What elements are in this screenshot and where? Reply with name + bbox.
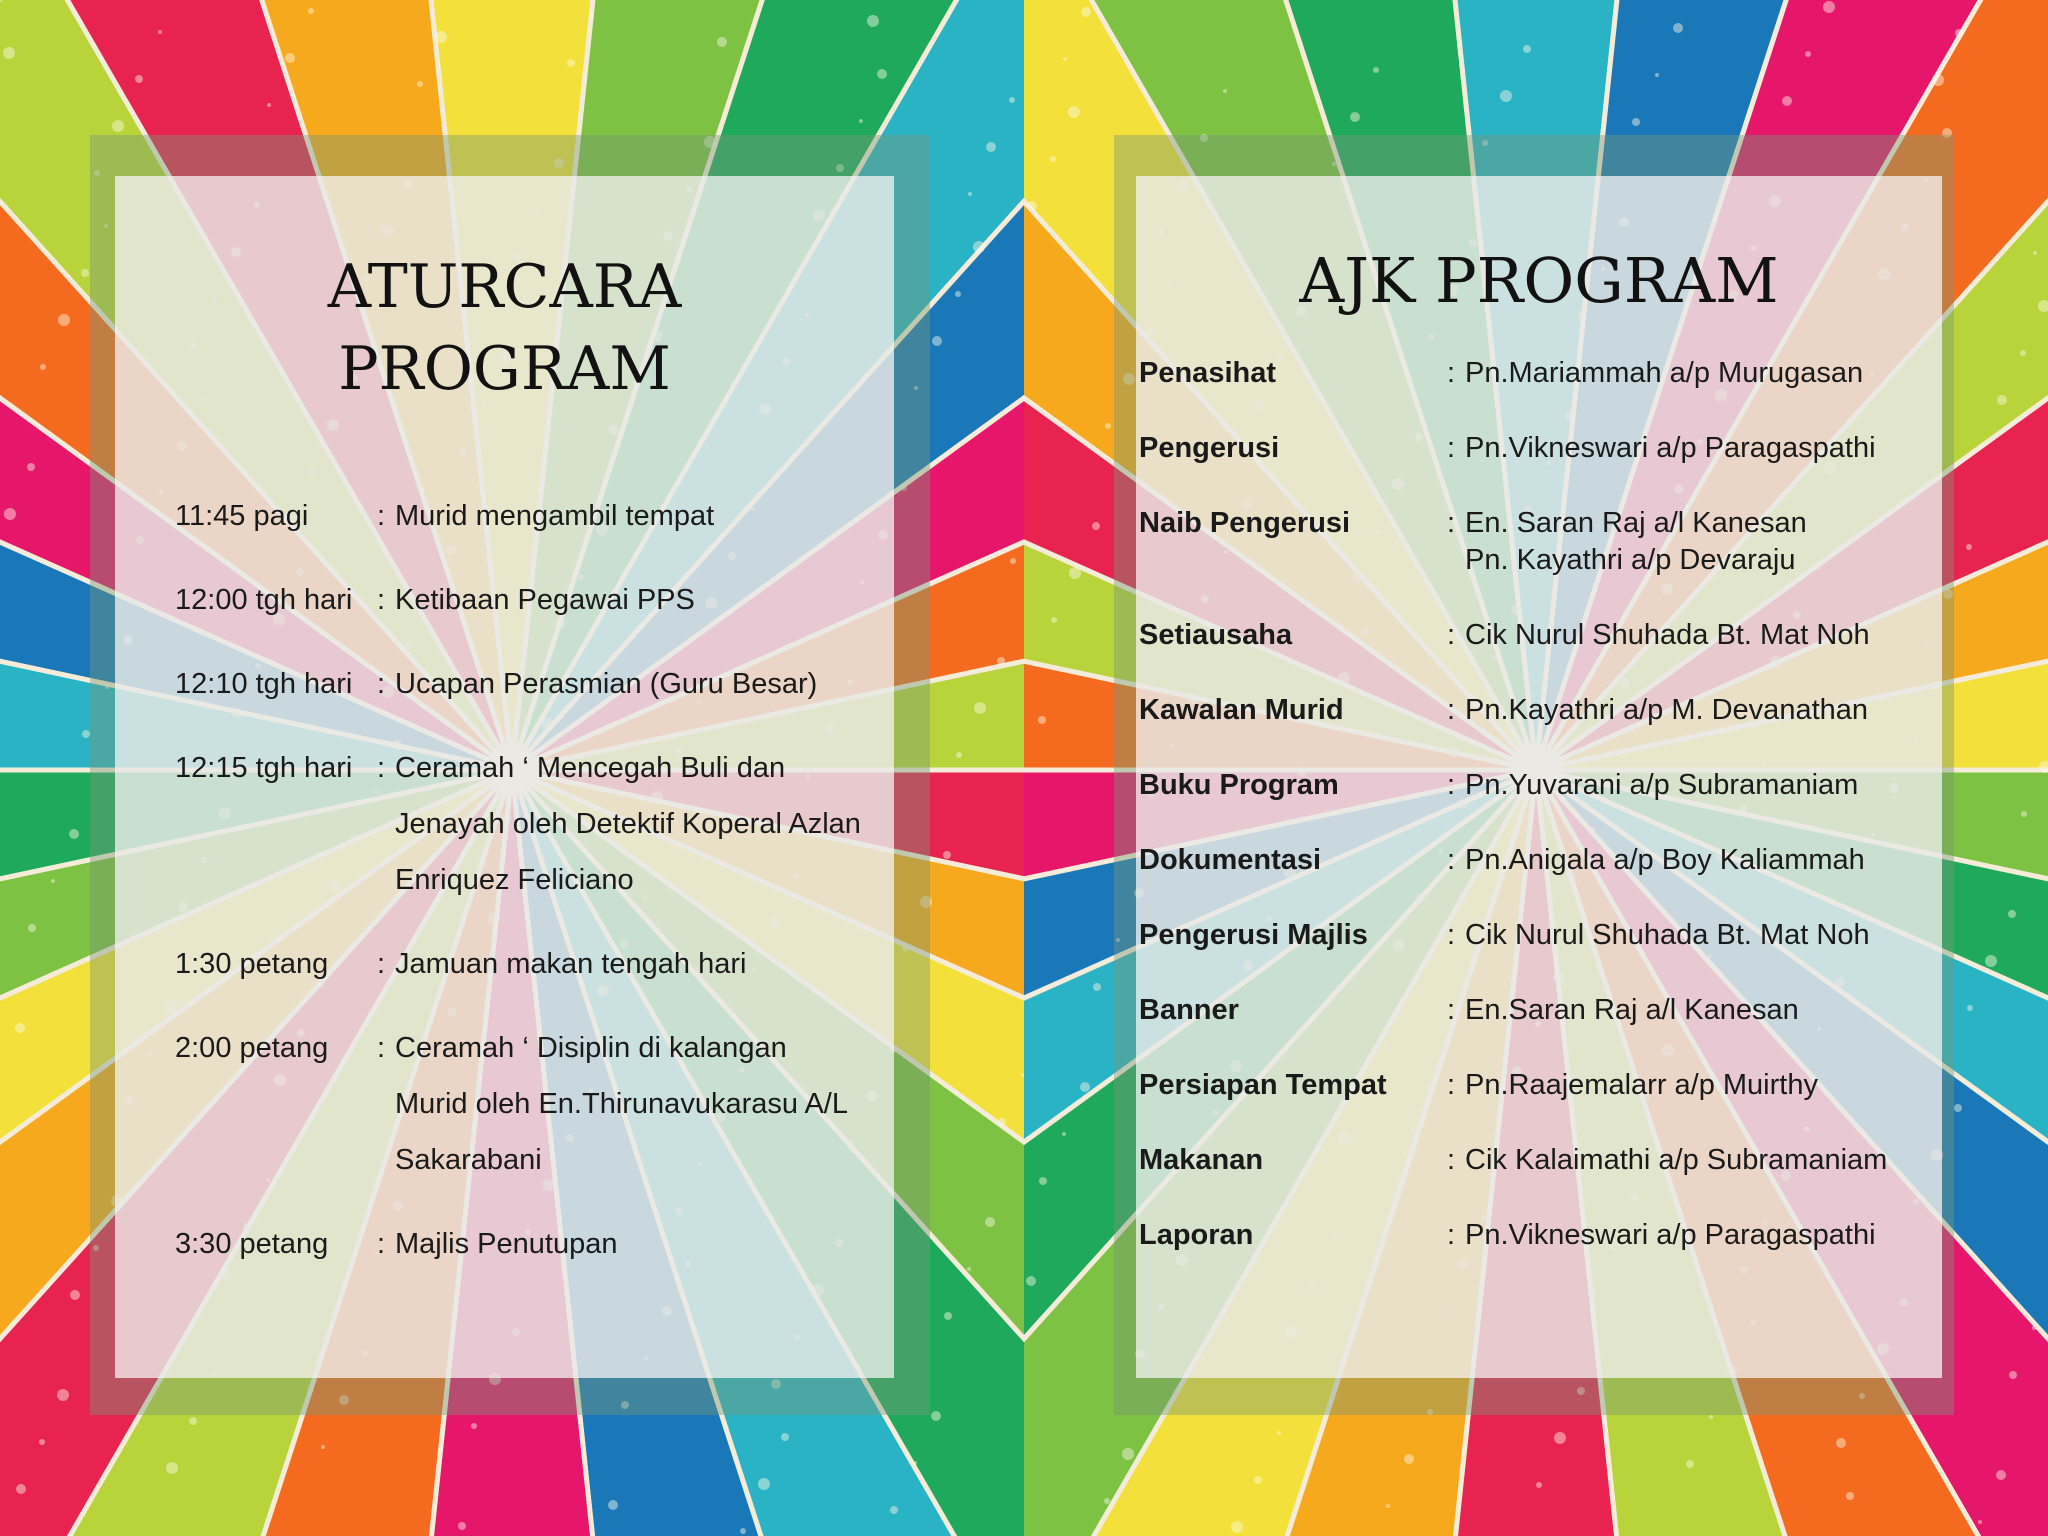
grunge-speck [1954,1104,1962,1112]
separator-colon: : [1447,919,1456,951]
grunge-speck [1254,1476,1262,1484]
grunge-speck [1010,558,1016,564]
title-line: PROGRAM [338,334,671,404]
committee-row [1139,430,1929,467]
schedule-row [175,1020,865,1188]
committee-row [1139,1217,1929,1254]
member-name: En. Saran Raj a/l Kanesan [1465,507,1807,539]
grunge-speck [931,1411,941,1421]
grunge-speck [740,1528,746,1534]
schedule-row [175,572,865,628]
grunge-speck [1063,57,1067,61]
grunge-speck [57,1389,69,1401]
grunge-speck [781,1433,789,1441]
grunge-speck [1632,118,1640,126]
grunge-speck [590,14,594,18]
grunge-speck [1709,1415,1713,1419]
grunge-speck [867,15,879,27]
separator-colon: : [1447,844,1456,876]
grunge-speck [458,1522,466,1530]
committee-names [1465,767,1929,804]
member-name: Cik Kalaimathi a/p Subramaniam [1465,1144,1888,1176]
grunge-speck [1038,716,1046,724]
grunge-speck [51,879,55,883]
committee-names [1465,692,1929,729]
grunge-speck [973,241,985,253]
schedule-activity: Ketibaan Pegawai PPS [395,584,695,616]
grunge-speck [2008,910,2016,918]
separator-colon: : [1447,1069,1456,1101]
grunge-speck [3,47,15,59]
schedule-activity: Ucapan Perasmian (Guru Besar) [395,668,818,700]
committee-row [1139,1067,1929,1104]
grunge-speck [955,291,961,297]
grunge-speck [1350,112,1360,122]
grunge-speck [758,1478,770,1490]
committee-role: Pengerusi [1139,432,1280,464]
committee-role: Naib Pengerusi [1139,507,1351,539]
grunge-speck [1122,1448,1134,1460]
grunge-speck [968,192,972,196]
committee-names [1465,917,1929,954]
grunge-speck [1823,1,1835,13]
grunge-speck [1026,1276,1036,1286]
committee-row [1139,692,1929,729]
committee-names [1465,992,1929,1029]
grunge-speck [2021,811,2027,817]
grunge-speck [1080,1082,1090,1092]
schedule-list [175,488,865,1300]
committee-names [1465,505,1929,579]
grunge-speck [877,69,887,79]
grunge-speck [1805,51,1811,57]
grunge-speck [1373,67,1379,73]
grunge-speck [4,508,16,520]
committee-role: Kawalan Murid [1139,694,1344,726]
grunge-speck [2033,251,2037,255]
grunge-speck [1673,23,1683,33]
grunge-speck [112,120,124,132]
separator-colon: : [377,500,386,532]
committee-role: Buku Program [1139,769,1339,801]
schedule-time: 1:30 petang [175,948,329,980]
schedule-time: 12:10 tgh hari [175,668,353,700]
grunge-speck [189,1417,197,1425]
committee-row [1139,355,1929,392]
committee-role: Banner [1139,994,1239,1026]
committee-names [1465,1217,1929,1254]
grunge-speck [417,81,423,87]
committee-role: Setiausaha [1139,619,1293,651]
member-name: Pn. Kayathri a/p Devaraju [1465,544,1796,576]
committee-role: Penasihat [1139,357,1276,389]
grunge-speck [1655,73,1659,77]
separator-colon: : [1447,432,1456,464]
grunge-speck [1846,1492,1854,1500]
grunge-speck [40,364,46,370]
member-name: Pn.Anigala a/p Boy Kaliammah [1465,844,1865,876]
grunge-speck [608,1500,618,1510]
grunge-speck [974,702,986,714]
schedule-row [175,936,865,992]
grunge-speck [1536,1482,1542,1488]
grunge-speck [1069,567,1081,579]
grunge-speck [1051,617,1057,623]
committee-row [1139,842,1929,879]
grunge-speck [1554,1432,1566,1444]
grunge-speck [1967,1005,1973,1011]
grunge-speck [39,1439,45,1445]
grunge-speck [1686,1460,1694,1468]
schedule-time: 12:15 tgh hari [175,752,353,784]
grunge-speck [158,30,162,34]
schedule-time: 11:45 pagi [175,500,309,532]
page-title-aturcara [115,246,894,410]
grunge-speck [28,924,36,932]
committee-names [1465,1142,1929,1179]
committee-row [1139,767,1929,804]
grunge-speck [2020,350,2026,356]
schedule-activity: Ceramah ‘ Mencegah Buli dan Jenayah oleh Detektif Koperal Azlan Enriquez Feliciano [395,752,861,896]
grunge-speck [1104,1498,1110,1504]
grunge-speck [58,314,70,326]
grunge-speck [932,336,942,346]
schedule-row [175,740,865,908]
grunge-speck [1092,522,1100,530]
grunge-speck [69,829,79,839]
grunge-speck [997,657,1005,665]
committee-row [1139,992,1929,1029]
committee-names [1465,355,1929,392]
schedule-activity: Jamuan makan tengah hari [395,948,747,980]
grunge-speck [890,1506,898,1514]
grunge-speck [16,1484,26,1494]
grunge-speck [1386,1504,1390,1508]
grunge-speck [944,1312,952,1320]
grunge-speck [285,53,295,63]
grunge-speck [1050,156,1056,162]
grunge-speck [15,1023,25,1033]
committee-role: Laporan [1139,1219,1254,1251]
grunge-speck [998,1118,1006,1126]
separator-colon: : [377,948,386,980]
committee-role: Pengerusi Majlis [1139,919,1368,951]
grunge-speck [267,103,271,107]
grunge-speck [1223,89,1227,93]
grunge-speck [1039,1177,1047,1185]
separator-colon: : [377,1032,386,1064]
grunge-speck [471,1423,477,1429]
grunge-speck [27,463,35,471]
member-name: Pn.Yuvarani a/p Subramaniam [1465,769,1859,801]
grunge-speck [166,1462,178,1474]
committee-names [1465,617,1929,654]
committee-row [1139,505,1929,579]
grunge-speck [1978,1520,1982,1524]
grunge-speck [1105,423,1111,429]
separator-colon: : [1447,769,1456,801]
grunge-speck [956,752,962,758]
separator-colon: : [1447,507,1456,539]
grunge-speck [1277,1431,1281,1435]
grunge-speck [1009,97,1015,103]
grunge-speck [1955,29,1963,37]
grunge-speck [1996,1470,2006,1480]
right-page [1024,0,2048,1536]
grunge-speck [967,1267,971,1271]
grunge-speck [1231,1521,1243,1533]
grunge-speck [1932,74,1944,86]
grunge-speck [1093,983,1101,991]
page-title-ajk: AJK PROGRAM [1299,244,1779,317]
committee-names [1465,430,1929,467]
grunge-speck [1523,45,1531,53]
separator-colon: : [1447,694,1456,726]
separator-colon: : [1447,1219,1456,1251]
grunge-speck [913,1461,917,1465]
grunge-speck [1404,1454,1414,1464]
grunge-speck [1062,1132,1066,1136]
member-name: Pn.Vikneswari a/p Paragaspathi [1465,1219,1876,1251]
grunge-speck [82,730,90,738]
member-name: En.Saran Raj a/l Kanesan [1465,994,1799,1026]
committee-row [1139,917,1929,954]
committee-names [1465,842,1929,879]
grunge-speck [943,851,951,859]
committee-list [1139,355,1929,1292]
grunge-speck [1500,90,1512,102]
separator-colon: : [1447,619,1456,651]
member-name: Pn.Kayathri a/p M. Devanathan [1465,694,1869,726]
grunge-speck [986,142,996,152]
separator-colon: : [377,584,386,616]
title-line: ATURCARA [327,252,682,322]
committee-role: Dokumentasi [1139,844,1322,876]
grunge-speck [1081,7,1091,17]
separator-colon: : [1447,1144,1456,1176]
separator-colon: : [1447,994,1456,1026]
grunge-speck [1985,955,1997,967]
schedule-time: 12:00 tgh hari [175,584,353,616]
grunge-speck [985,1217,995,1227]
member-name: Cik Nurul Shuhada Bt. Mat Noh [1465,919,1870,951]
grunge-speck [135,75,143,83]
schedule-activity: Majlis Penutupan [395,1228,618,1260]
grunge-speck [717,37,727,47]
schedule-row [175,1216,865,1272]
member-name: Pn.Raajemalarr a/p Muirthy [1465,1069,1818,1101]
separator-colon: : [1447,357,1456,389]
grunge-speck [1027,201,1037,211]
member-name: Pn.Vikneswari a/p Paragaspathi [1465,432,1876,464]
schedule-row [175,488,865,544]
separator-colon: : [377,752,386,784]
member-name: Pn.Mariammah a/p Murugasan [1465,357,1864,389]
schedule-time: 3:30 petang [175,1228,329,1260]
grunge-speck [2032,1326,2036,1330]
committee-row [1139,1142,1929,1179]
member-name: Cik Nurul Shuhada Bt. Mat Noh [1465,619,1870,651]
grunge-speck [859,119,863,123]
grunge-speck [2009,1371,2017,1379]
committee-role: Persiapan Tempat [1139,1069,1387,1101]
schedule-activity: Ceramah ‘ Disiplin di kalangan Murid oleh En.Thirunavukarasu A/L Sakarabani [395,1032,847,1176]
grunge-speck [435,31,447,43]
grunge-speck [1997,395,2007,405]
grunge-speck [1966,544,1972,550]
grunge-speck [1979,445,1983,449]
schedule-time: 2:00 petang [175,1032,329,1064]
committee-row [1139,617,1929,654]
grunge-speck [70,1290,80,1300]
grunge-speck [308,8,314,14]
grunge-speck [1836,1438,1846,1448]
schedule-row [175,656,865,712]
separator-colon: : [377,1228,386,1260]
separator-colon: : [377,668,386,700]
committee-role: Makanan [1139,1144,1264,1176]
grunge-speck [1782,96,1792,106]
grunge-speck [81,269,89,277]
grunge-speck [1068,106,1080,118]
grunge-speck [321,1445,325,1449]
schedule-activity: Murid mengambil tempat [395,500,715,532]
grunge-speck [567,59,575,67]
committee-names [1465,1067,1929,1104]
